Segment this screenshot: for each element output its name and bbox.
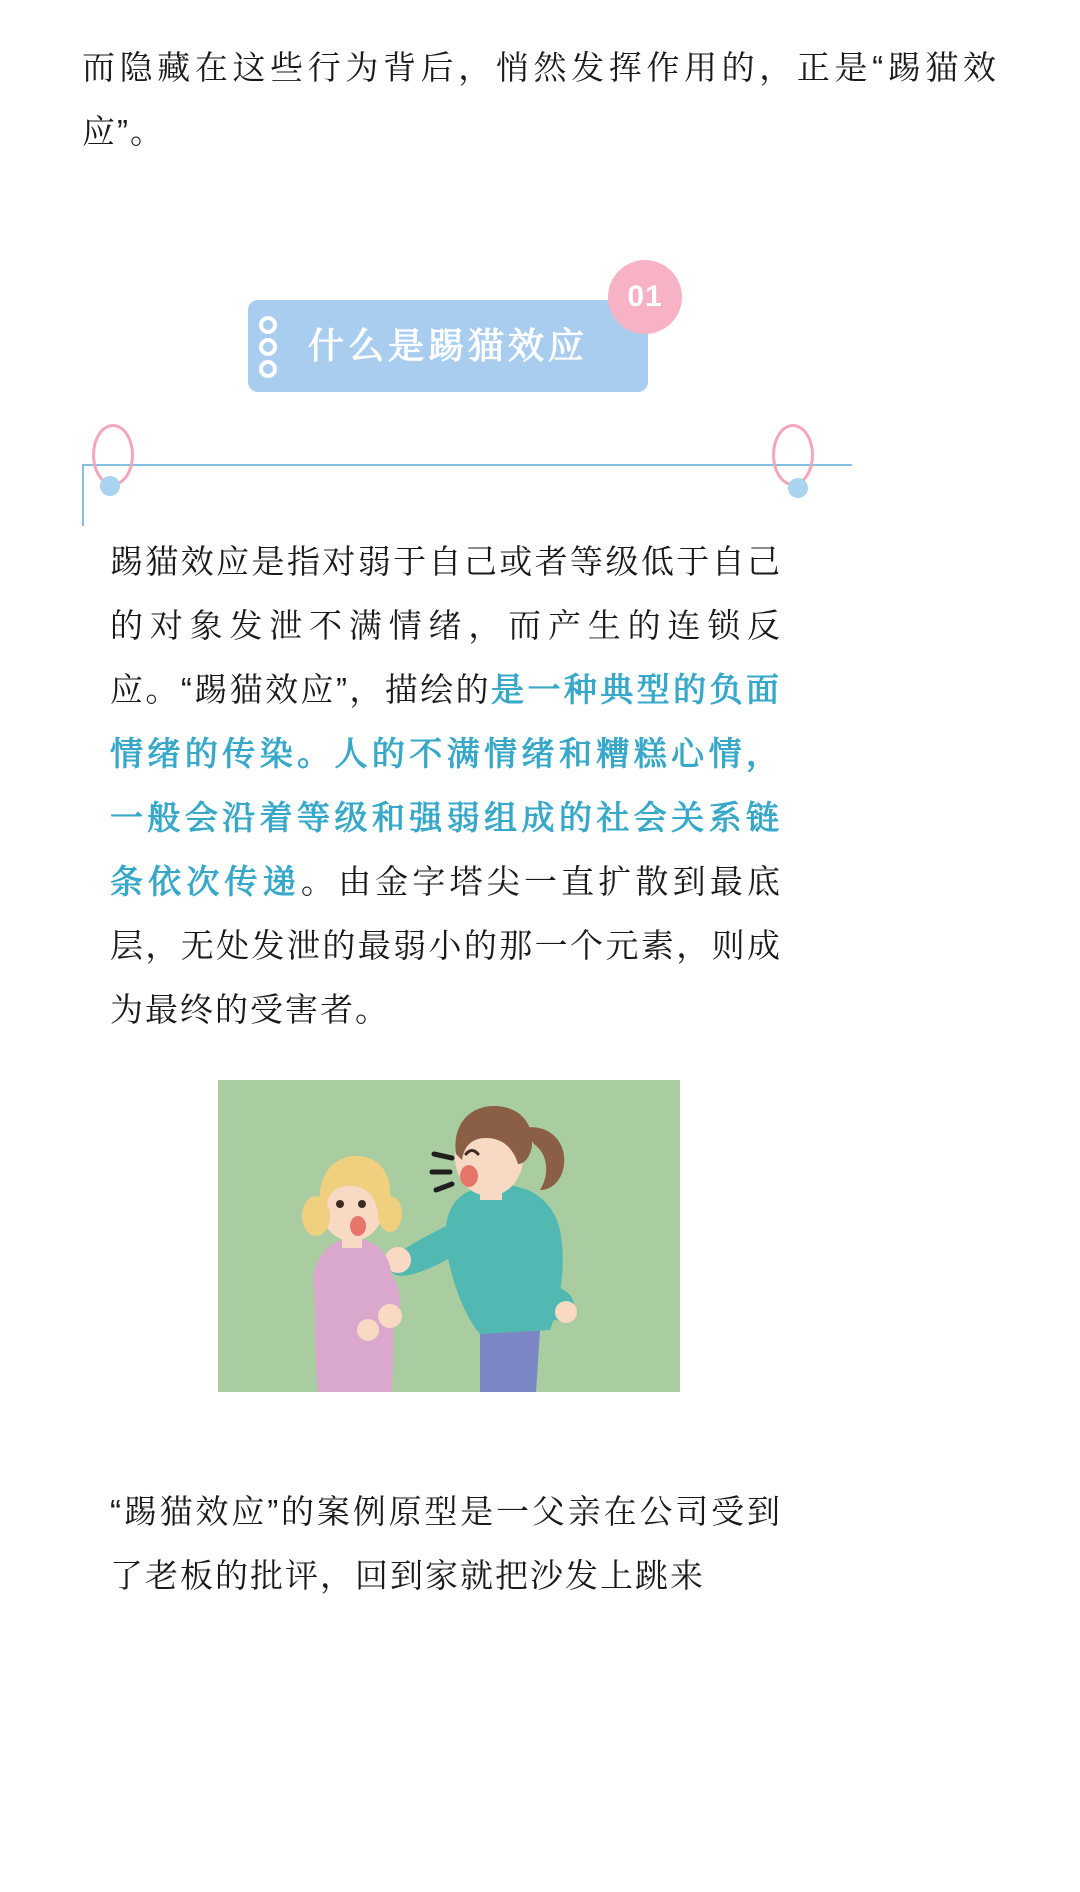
body-text-part2: 。由金字塔尖一直扩散到最底层，无处发泄的最弱小的那一个元素，则成为最终的受害者。 xyxy=(110,863,783,1028)
divider-line xyxy=(82,464,852,466)
divider-vertical-line xyxy=(82,464,84,526)
divider-dot-icon xyxy=(100,476,120,496)
section-title: 什么是踢猫效应 xyxy=(308,325,589,366)
binder-ring-icon xyxy=(259,316,277,334)
section-header-card xyxy=(248,300,648,392)
body-text-part1: 踢猫效应是指对弱于自己或者等级低于自己的对象发泄不满情绪，而产生的连锁反应。“踢猫效应”，描绘的 xyxy=(110,543,782,708)
divider-ellipse-icon xyxy=(772,424,814,486)
binder-ring-icon xyxy=(259,338,277,356)
section-header xyxy=(248,280,663,392)
divider-dot-icon xyxy=(788,478,808,498)
binder-ring-icon xyxy=(259,360,277,378)
body-paragraph xyxy=(110,530,782,1042)
illustration-image xyxy=(218,1080,680,1392)
body-text-highlight: 是一种典型的负面情绪的传染。人的不满情绪和糟糕心情，一般会沿着等级和强弱组成的社会关系链条依次传递 xyxy=(110,671,782,900)
section-number-badge: 01 xyxy=(608,260,682,334)
decorative-divider xyxy=(0,418,1080,528)
intro-paragraph: 而隐藏在这些行为背后，悄然发挥作用的，正是“踢猫效应”。 xyxy=(82,49,998,150)
closing-paragraph: “踢猫效应”的案例原型是一父亲在公司受到了老板的批评，回到家就把沙发上跳来 xyxy=(110,1493,782,1594)
